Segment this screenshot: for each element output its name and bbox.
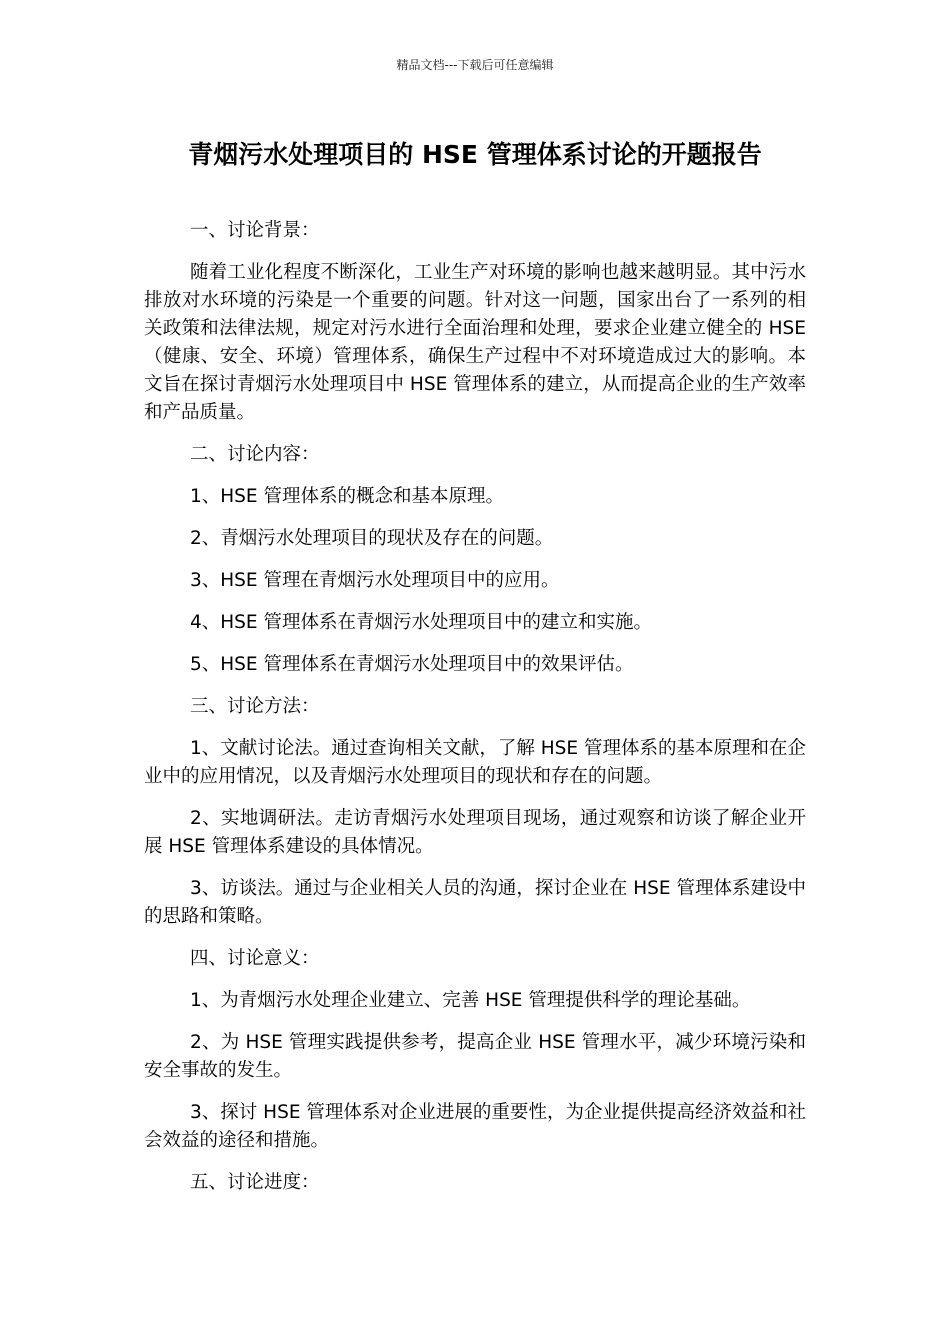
significance-item-2: 2、为 HSE 管理实践提供参考，提高企业 HSE 管理水平，减少环境污染和安全事故的发生。 bbox=[144, 1032, 806, 1081]
significance-item-1: 1、为青烟污水处理企业建立、完善 HSE 管理提供科学的理论基础。 bbox=[190, 990, 751, 1011]
paragraph-background: 随着工业化程度不断深化，工业生产对环境的影响也越来越明显。其中污水排放对水环境的污染是一个重要的问题。针对这一问题，国家出台了一系列的相关政策和法律法规，规定对污水进行全面治理和处理，要求企业建立健全的 HSE（健康、安全、环境）管理体系，确保生产过程中不对环境造成过大的影响。本文旨在探讨青烟污水处理项目中 HSE 管理体系的建立，从而提高企业的生产效率和产品质量。 bbox=[144, 262, 806, 423]
content-item-2: 2、青烟污水处理项目的现状及存在的问题。 bbox=[190, 528, 554, 549]
page-header-note: 精品文档---下载后可任意编辑 bbox=[396, 58, 554, 72]
method-item-1: 1、文献讨论法。通过查询相关文献，了解 HSE 管理体系的基本原理和在企业中的应用情况，以及青烟污水处理项目的现状和存在的问题。 bbox=[144, 738, 806, 787]
method-item-3: 3、访谈法。通过与企业相关人员的沟通，探讨企业在 HSE 管理体系建设中的思路和策略。 bbox=[144, 878, 806, 927]
content-item-5: 5、HSE 管理体系在青烟污水处理项目中的效果评估。 bbox=[190, 654, 634, 675]
document-title: 青烟污水处理项目的 HSE 管理体系讨论的开题报告 bbox=[188, 140, 762, 169]
section-heading-significance: 四、讨论意义： bbox=[190, 948, 320, 969]
content-item-3: 3、HSE 管理在青烟污水处理项目中的应用。 bbox=[190, 570, 560, 591]
content-item-4: 4、HSE 管理体系在青烟污水处理项目中的建立和实施。 bbox=[190, 612, 652, 633]
content-item-1: 1、HSE 管理体系的概念和基本原理。 bbox=[190, 486, 504, 507]
section-heading-content: 二、讨论内容： bbox=[190, 444, 320, 465]
significance-item-3: 3、探讨 HSE 管理体系对企业进展的重要性，为企业提供提高经济效益和社会效益的途径和措施。 bbox=[144, 1102, 806, 1151]
section-heading-methods: 三、讨论方法： bbox=[190, 696, 320, 717]
document-body bbox=[144, 217, 806, 1211]
section-heading-progress: 五、讨论进度： bbox=[190, 1172, 320, 1193]
section-heading-background: 一、讨论背景： bbox=[190, 220, 320, 241]
method-item-2: 2、实地调研法。走访青烟污水处理项目现场，通过观察和访谈了解企业开展 HSE 管理体系建设的具体情况。 bbox=[144, 808, 806, 857]
